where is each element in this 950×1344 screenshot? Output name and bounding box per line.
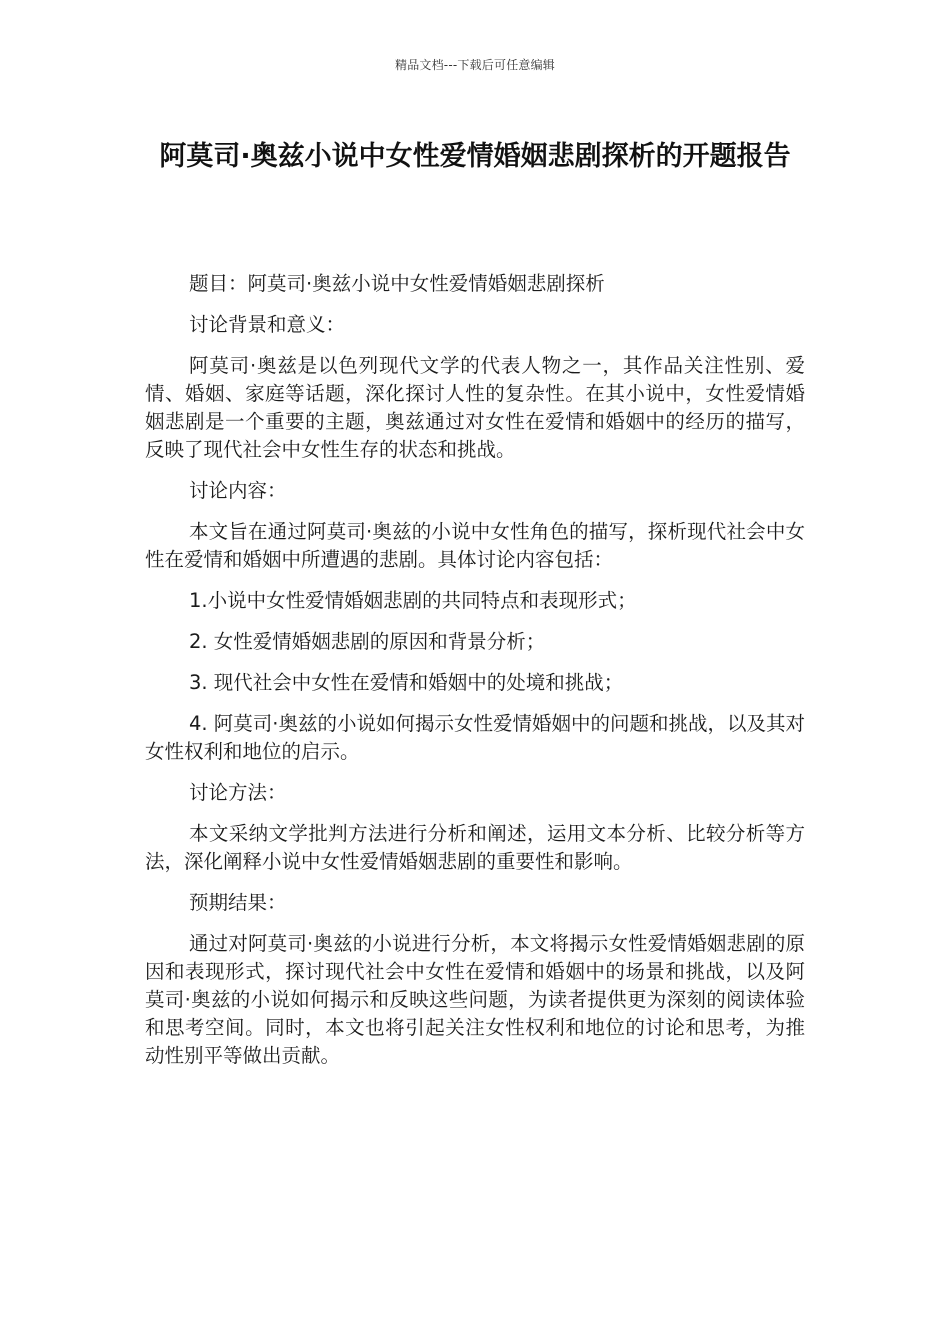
list-item: 2. 女性爱情婚姻悲剧的原因和背景分析； — [189, 630, 546, 653]
background-heading: 讨论背景和意义： — [189, 313, 346, 336]
header-note: 精品文档---下载后可任意编辑 — [395, 58, 555, 72]
document-body — [145, 270, 805, 1083]
list-item: 3. 现代社会中女性在爱情和婚姻中的处境和挑战； — [189, 671, 624, 694]
content-heading: 讨论内容： — [189, 479, 287, 502]
list-item: 1.小说中女性爱情婚姻悲剧的共同特点和表现形式； — [189, 589, 637, 612]
method-heading: 讨论方法： — [189, 781, 287, 804]
background-paragraph: 阿莫司·奥兹是以色列现代文学的代表人物之一，其作品关注性别、爱情、婚姻、家庭等话题，深化探讨人性的复杂性。在其小说中，女性爱情婚姻悲剧是一个重要的主题，奥兹通过对女性在爱情和婚姻中的经历的描写，反映了现代社会中女性生存的状态和挑战。 — [145, 354, 805, 461]
document-title: 阿莫司·奥兹小说中女性爱情婚姻悲剧探析的开题报告 — [159, 141, 791, 172]
result-paragraph: 通过对阿莫司·奥兹的小说进行分析，本文将揭示女性爱情婚姻悲剧的原因和表现形式，探讨现代社会中女性在爱情和婚姻中的场景和挑战，以及阿莫司·奥兹的小说如何揭示和反映这些问题，为读者提供更为深刻的阅读体验和思考空间。同时，本文也将引起关注女性权利和地位的讨论和思考，为推动性别平等做出贡献。 — [145, 932, 805, 1067]
result-heading: 预期结果： — [189, 891, 287, 914]
content-paragraph: 本文旨在通过阿莫司·奥兹的小说中女性角色的描写，探析现代社会中女性在爱情和婚姻中所遭遇的悲剧。具体讨论内容包括： — [145, 520, 805, 571]
list-item: 4. 阿莫司·奥兹的小说如何揭示女性爱情婚姻中的问题和挑战，以及其对女性权利和地位的启示。 — [145, 712, 806, 763]
method-paragraph: 本文采纳文学批判方法进行分析和阐述，运用文本分析、比较分析等方法，深化阐释小说中女性爱情婚姻悲剧的重要性和影响。 — [145, 822, 805, 873]
topic-line: 题目：阿莫司·奥兹小说中女性爱情婚姻悲剧探析 — [189, 272, 605, 295]
